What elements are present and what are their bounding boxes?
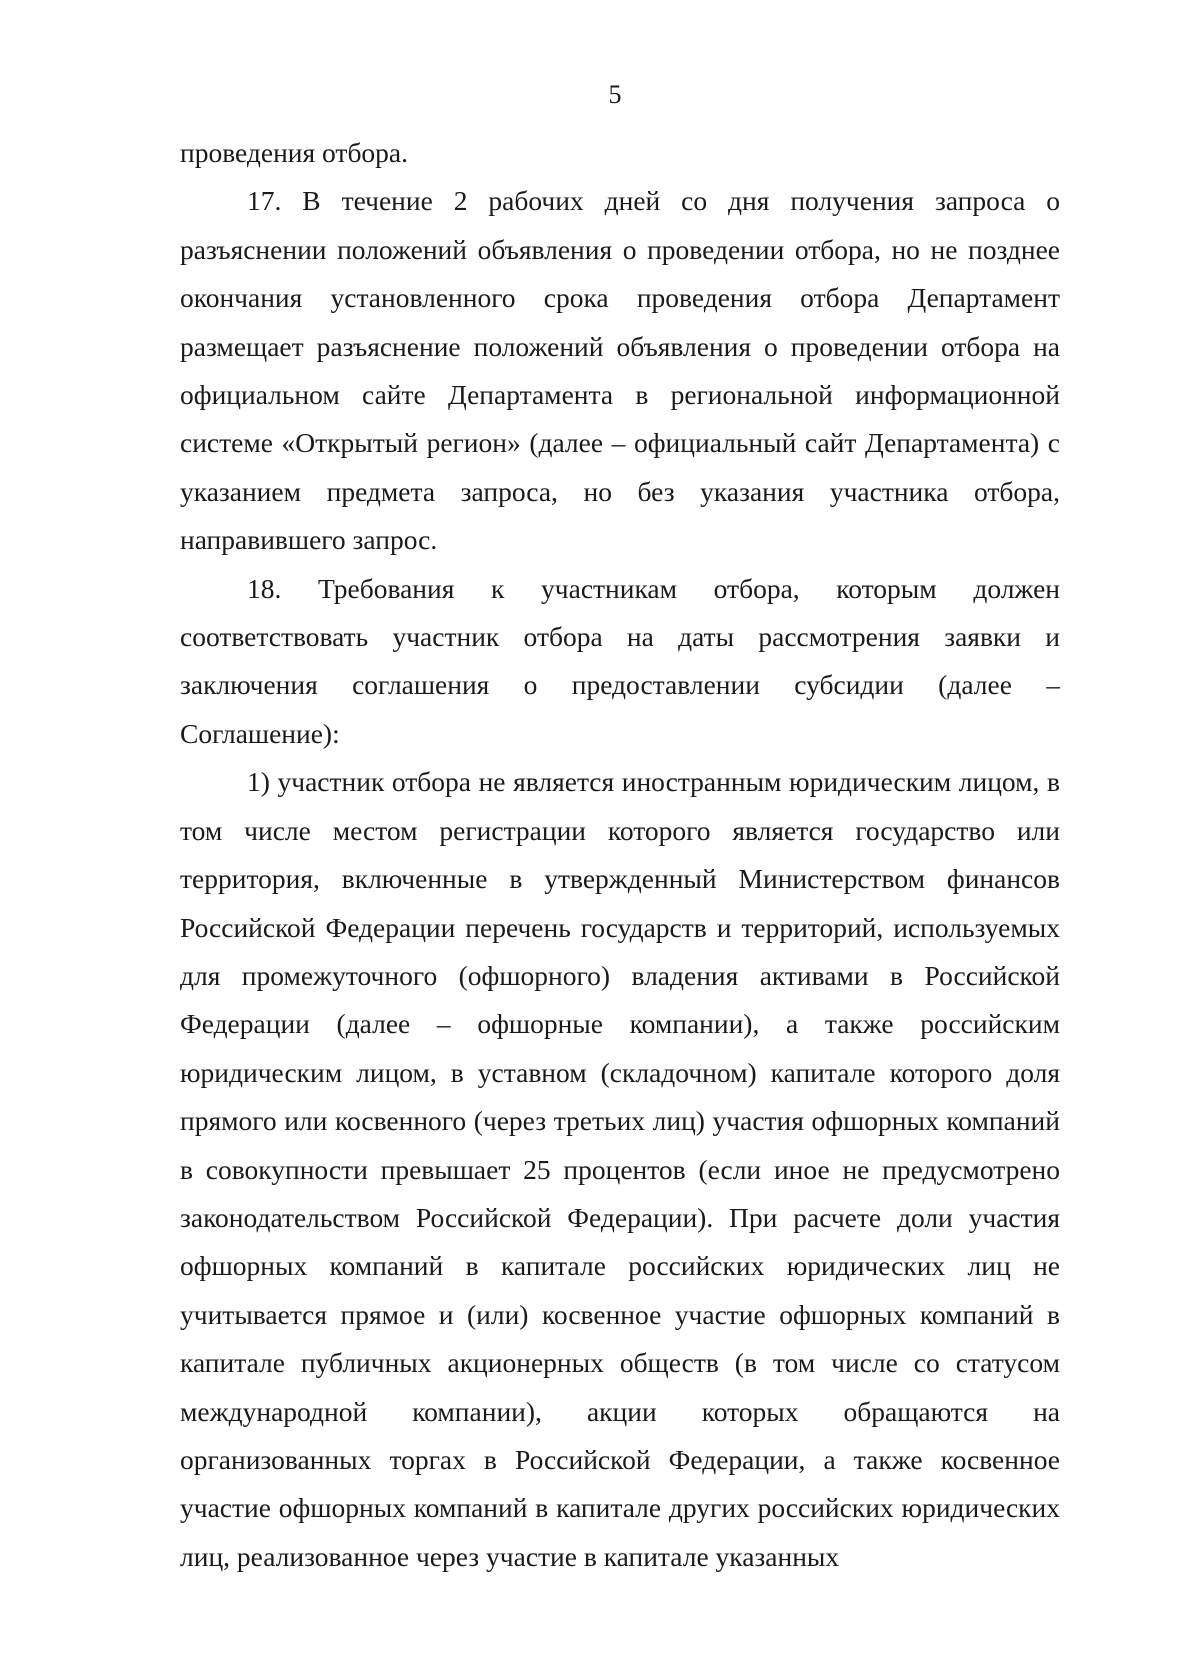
document-body: [180, 129, 1060, 1581]
paragraph-clause-18: 18. Требования к участникам отбора, которым должен соответствовать участник отбора на даты рассмотрения заявки и заключения соглашения о предоставлении субсидии (далее – Соглашение):: [180, 572, 1060, 749]
paragraph-continuation: проведения отбора.: [180, 137, 409, 168]
paragraph-clause-17: 17. В течение 2 рабочих дней со дня получения запроса о разъяснении положений объявления о проведении отбора, но не позднее окончания установленного срока проведения отбора Департамент размещает разъяснение положений объявления о проведении отбора на официальном сайте Департамента в региональной информационной системе «Открытый регион» (далее – официальный сайт Департамента) с указанием предмета запроса, но без указания участника отбора, направившего запрос.: [180, 185, 1060, 556]
paragraph-clause-18-1: 1) участник отбора не является иностранным юридическим лицом, в том числе местом регистрации которого является государство или территория, включенные в утвержденный Министерством финансов Российской Федерации перечень государств и территорий, используемых для промежуточного (офшорного) владения активами в Российской Федерации (далее – офшорные компании), а также российским юридическим лицом, в уставном (складочном) капитале которого доля прямого или косвенного (через третьих лиц) участия офшорных компаний в совокупности превышает 25 процентов (если иное не предусмотрено законодательством Российской Федерации). При расчете доли участия офшорных компаний в капитале российских юридических лиц не учитывается прямое и (или) косвенное участие офшорных компаний в капитале публичных акционерных обществ (в том числе со статусом международной компании), акции которых обращаются на организованных торгах в Российской Федерации, а также косвенное участие офшорных компаний в капитале других российских юридических лиц, реализованное через участие в капитале указанных: [180, 766, 1060, 1572]
page-number: 5: [608, 80, 622, 109]
